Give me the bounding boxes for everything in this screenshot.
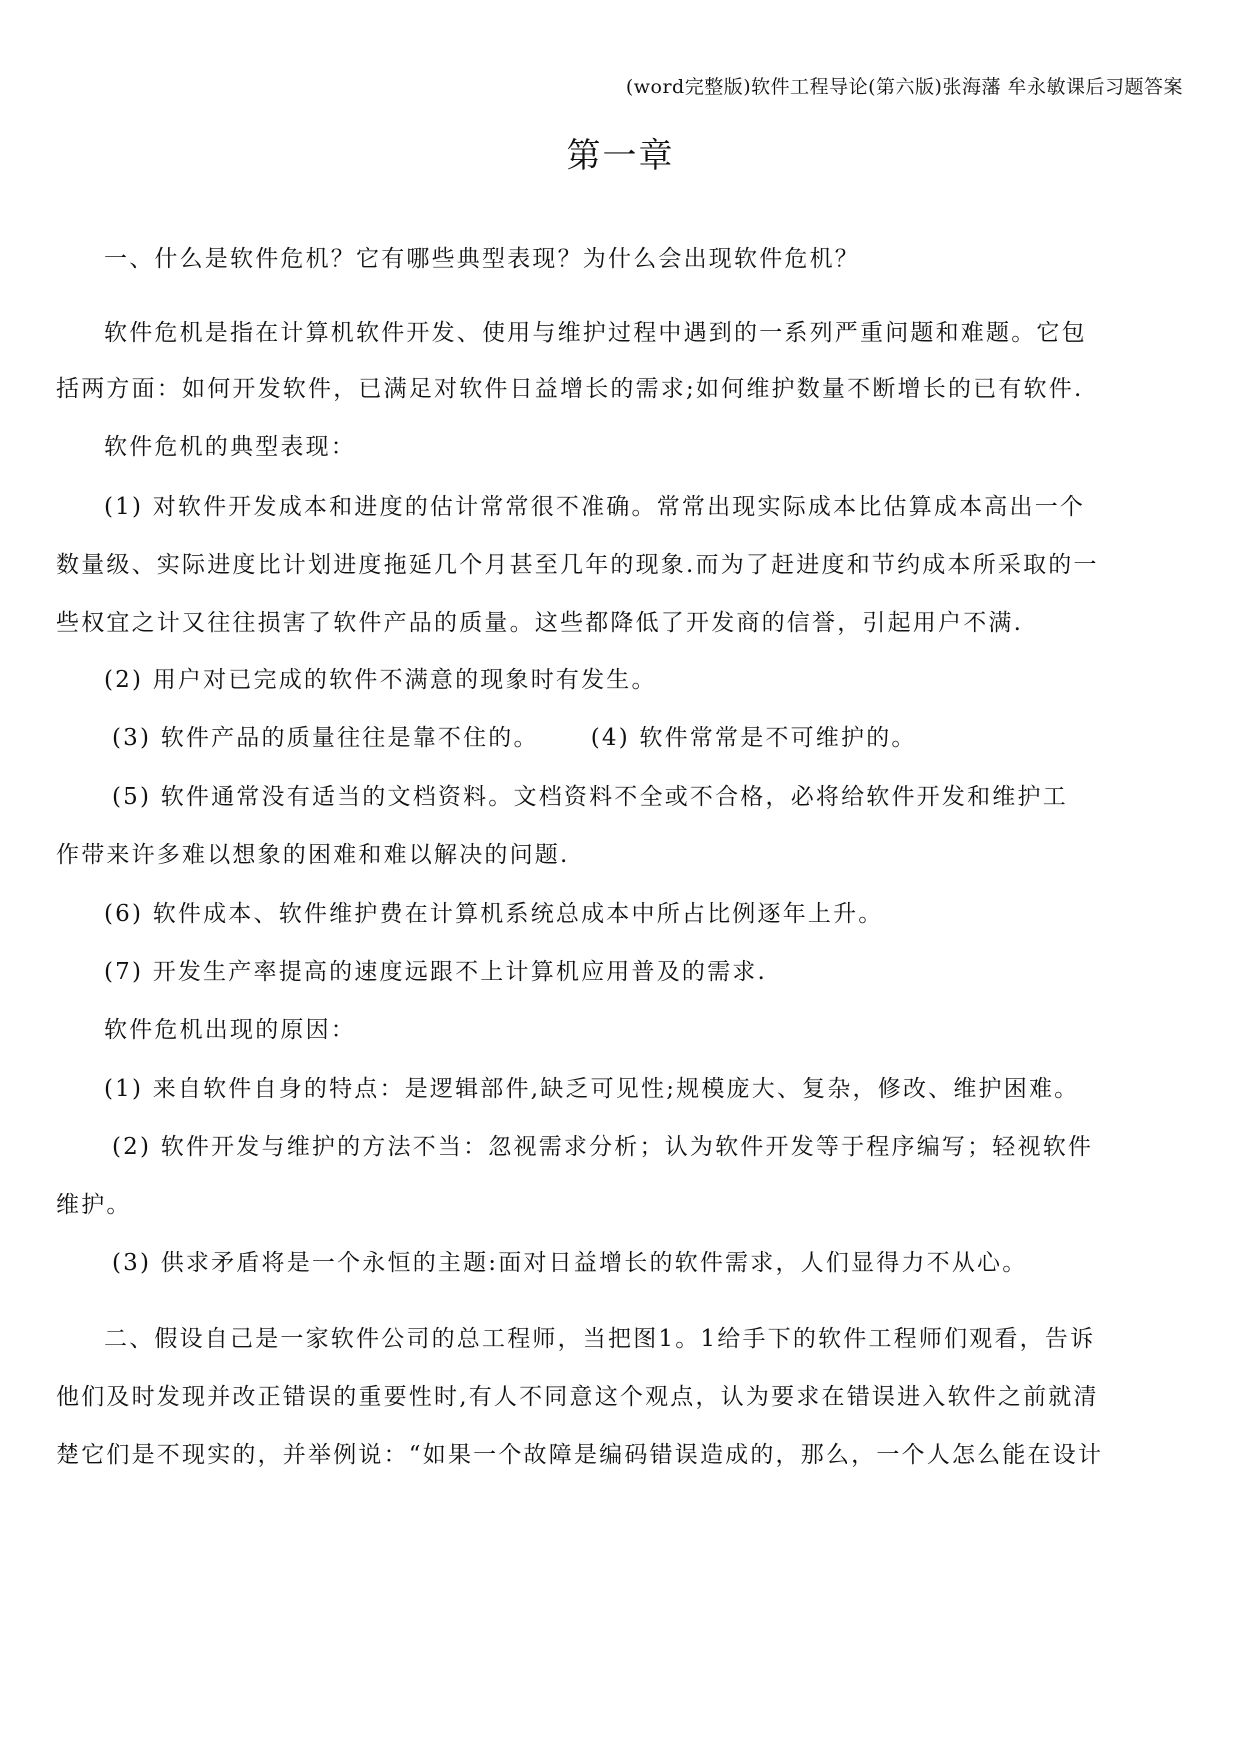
question-2-line-2: 他们及时发现并改正错误的重要性时,有人不同意这个观点，认为要求在错误进入软件之前就清 xyxy=(56,1384,1099,1410)
typical-heading: 软件危机的典型表现： xyxy=(104,434,356,460)
question-2-line-3: 楚它们是不现实的，并举例说：“如果一个故障是编码错误造成的，那么，一个人怎么能在设计 xyxy=(56,1442,1104,1468)
definition-line-1: 软件危机是指在计算机软件开发、使用与维护过程中遇到的一系列严重问题和难题。它包 xyxy=(104,320,1087,346)
chapter-title: 第一章 xyxy=(566,136,675,176)
item-7: (7) 开发生产率提高的速度远跟不上计算机应用普及的需求. xyxy=(104,959,768,985)
definition-line-2: 括两方面：如何开发软件，已满足对软件日益增长的需求;如何维护数量不断增长的已有软件. xyxy=(56,376,1084,402)
cause-3: (3) 供求矛盾将是一个永恒的主题:面对日益增长的软件需求，人们显得力不从心。 xyxy=(112,1250,1028,1276)
item-2: (2) 用户对已完成的软件不满意的现象时有发生。 xyxy=(104,667,657,693)
cause-2-line-2: 维护。 xyxy=(56,1192,132,1218)
cause-1: (1) 来自软件自身的特点：是逻辑部件,缺乏可见性;规模庞大、复杂，修改、维护困难。 xyxy=(104,1076,1080,1102)
item-1-line-3: 些权宜之计又往往损害了软件产品的质量。这些都降低了开发商的信誉，引起用户不满. xyxy=(56,610,1024,636)
item-1-line-1: (1) 对软件开发成本和进度的估计常常很不准确。常常出现实际成本比估算成本高出一个 xyxy=(104,494,1086,520)
item-3-4-row xyxy=(112,719,917,752)
question-1: 一、什么是软件危机？它有哪些典型表现？为什么会出现软件危机？ xyxy=(104,246,860,272)
cause-2-line-1: (2) 软件开发与维护的方法不当：忽视需求分析；认为软件开发等于程序编写；轻视软件 xyxy=(112,1134,1094,1160)
item-5-line-1: (5) 软件通常没有适当的文档资料。文档资料不全或不合格，必将给软件开发和维护工 xyxy=(112,784,1068,810)
item-4: (4) 软件常常是不可维护的。 xyxy=(590,725,917,751)
item-6: (6) 软件成本、软件维护费在计算机系统总成本中所占比例逐年上升。 xyxy=(104,901,884,927)
question-2-line-1: 二、假设自己是一家软件公司的总工程师，当把图1。1给手下的软件工程师们观看，告诉 xyxy=(104,1326,1096,1352)
item-5-line-2: 作带来许多难以想象的困难和难以解决的问题. xyxy=(56,842,570,868)
page-header: (word完整版)软件工程导论(第六版)张海藩 牟永敏课后习题答案 xyxy=(625,76,1183,98)
causes-heading: 软件危机出现的原因： xyxy=(104,1017,356,1043)
item-3: (3) 软件产品的质量往往是靠不住的。 xyxy=(112,725,539,751)
item-1-line-2: 数量级、实际进度比计划进度拖延几个月甚至几年的现象.而为了赶进度和节约成本所采取的一 xyxy=(56,552,1099,578)
